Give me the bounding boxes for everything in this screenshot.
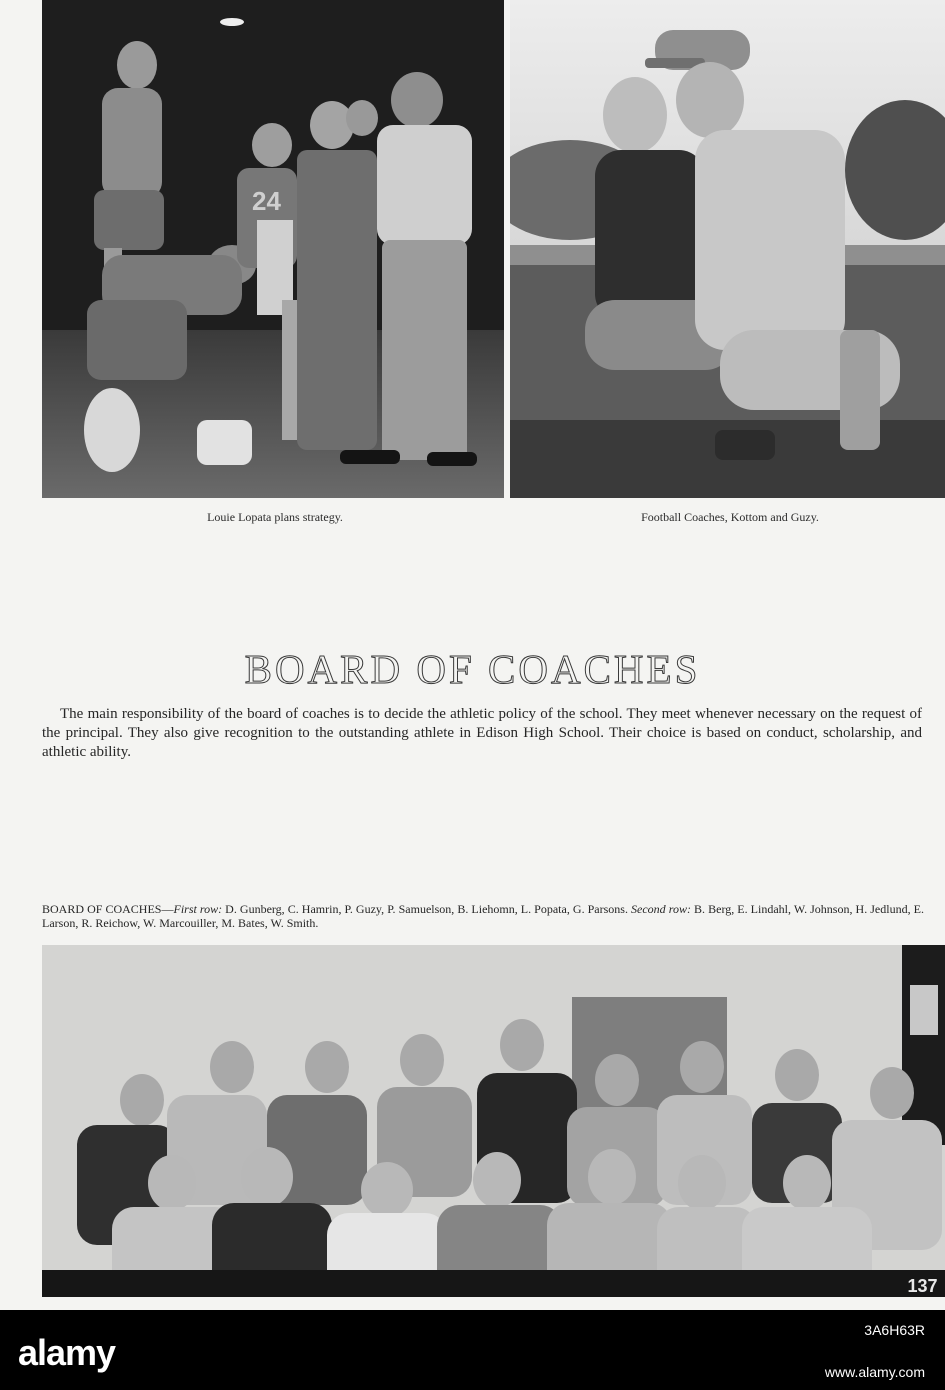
basketball-photo — [42, 0, 504, 498]
jersey-number-24: 24 — [252, 186, 281, 216]
watermark-footer — [0, 1310, 945, 1390]
alamy-logo: alamy — [18, 1332, 116, 1373]
roster-label: BOARD OF COACHES— — [42, 902, 174, 916]
body-paragraph: The main responsibility of the board of coaches is to decide the athletic policy of the school. They meet whenever necessary on the request of the principal. They also give recognition to the outstanding athlete in Edison High School. Their choice is based on conduct, scholarship, and athletic ability. — [42, 706, 922, 760]
caption-basketball: Louie Lopata plans strategy. — [207, 510, 343, 524]
caption-football: Football Coaches, Kottom and Guzy. — [641, 510, 819, 524]
footer-url: www.alamy.com — [824, 1364, 925, 1380]
first-row-names: D. Gunberg, C. Hamrin, P. Guzy, P. Samuelson, B. Liehomn, L. Popata, G. Parsons. — [225, 902, 628, 916]
page-number: 137 — [907, 1276, 938, 1296]
page-title: BOARD OF COACHES — [244, 646, 701, 693]
football-coaches-photo — [510, 0, 945, 498]
image-id: 3A6H63R — [864, 1322, 925, 1338]
second-row-label: Second row: — [631, 902, 691, 916]
roster-caption — [42, 902, 924, 930]
first-row-label: First row: — [173, 902, 223, 916]
second-row-names: B. Berg, E. Lindahl, W. Johnson, H. Jedlund, E. Larson, R. Reichow, W. Marcouiller, M. Bates, W. Smith. — [42, 902, 924, 930]
board-of-coaches-group-photo — [42, 945, 945, 1297]
